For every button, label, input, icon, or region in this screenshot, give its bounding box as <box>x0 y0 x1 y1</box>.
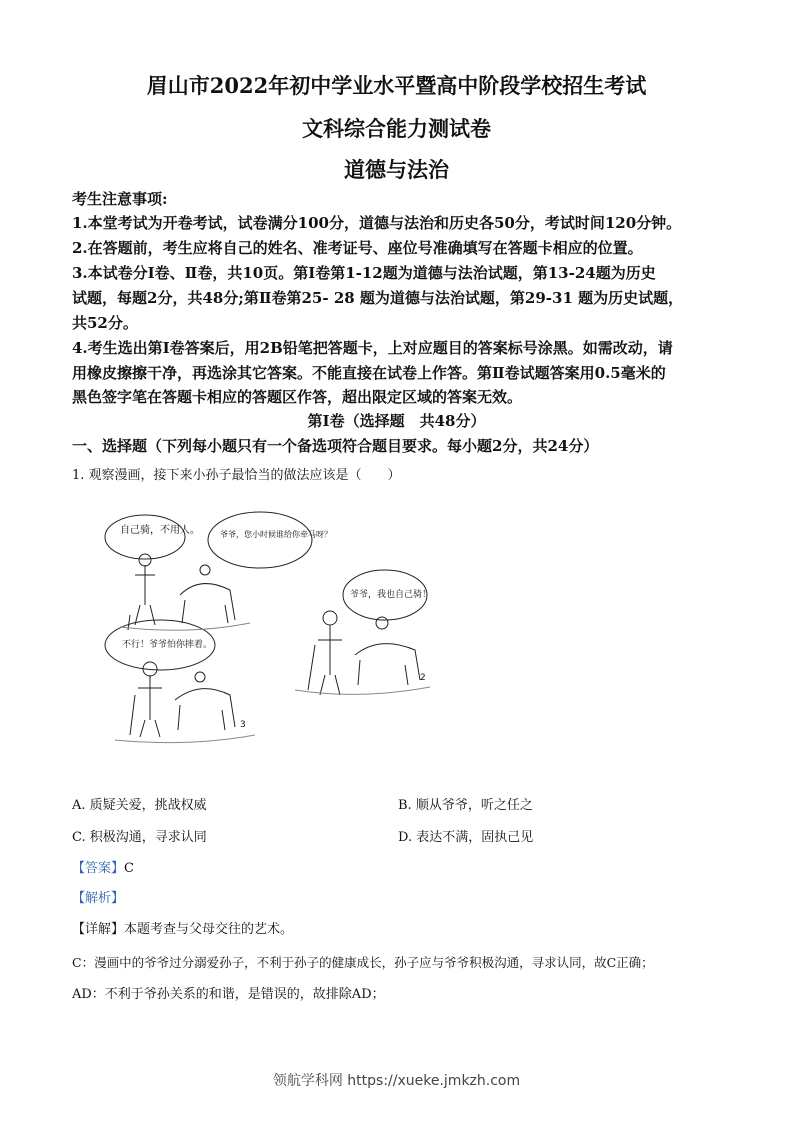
horse-figure <box>175 689 235 730</box>
notice-line: 用橡皮擦擦干净，再选涂其它答案。不能直接在试卷上作答。第Ⅱ卷试题答案用0.5毫米的 <box>72 364 666 382</box>
bubble-text: 爷爷，您小时候谁给你牵马呀？ <box>220 530 332 539</box>
grandpa-figure <box>138 675 162 737</box>
horse-figure <box>355 644 420 685</box>
notice-line: 1.本堂考试为开卷考试，试卷满分100分，道德与法治和历史各50分，考试时间120分钟。 <box>72 214 682 232</box>
answer-label: 【答案】 <box>72 861 125 876</box>
notice-heading: 考生注意事项: <box>72 190 168 208</box>
detail-text: 【详解】本题考查与父母交往的艺术。 <box>72 922 294 937</box>
explain-text: C：漫画中的爷爷过分溺爱孙子，不利于孙子的健康成长，孙子应与爷爷积极沟通，寻求认同，故C正确； <box>72 955 654 970</box>
explain-text: AD：不利于爷孙关系的和谐，是错误的，故排除AD； <box>72 987 385 1002</box>
comic-illustration <box>80 505 440 755</box>
bubble-text: 自己骑，不用人。 <box>120 525 200 536</box>
speech-bubble <box>105 515 185 559</box>
answer-value: C <box>124 861 134 876</box>
option-b: B. 顺从爷爷，听之任之 <box>398 798 533 813</box>
exam-title: 眉山市2022年初中学业水平暨高中阶段学校招生考试 <box>146 73 647 98</box>
grandpa-figure <box>318 625 342 695</box>
notice-line: 共52分。 <box>72 314 138 332</box>
option-c: C. 积极沟通，寻求认同 <box>72 830 207 845</box>
subject-title: 道德与法治 <box>344 157 449 182</box>
horse-figure <box>180 584 235 623</box>
exam-subtitle: 文科综合能力测试卷 <box>302 116 491 141</box>
panel-number: 3 <box>240 720 246 730</box>
bubble-text: 不行！爷爷怕你摔着。 <box>122 640 213 650</box>
bubble-text: 爷爷，我也自己骑！ <box>350 590 432 600</box>
answer-line <box>72 859 134 879</box>
option-a: A. 质疑关爱，挑战权威 <box>72 798 207 813</box>
part-heading: 一、选择题（下列每小题只有一个备选项符合题目要求。每小题2分，共24分） <box>72 437 599 455</box>
footer-watermark: 领航学科网 https://xueke.jmkzh.com <box>272 1073 521 1089</box>
notice-line: 黑色签字笔在答题卡相应的答题区作答，超出限定区域的答案无效。 <box>72 388 523 406</box>
notice-line: 2.在答题前，考生应将自己的姓名、准考证号、座位号准确填写在答题卡相应的位置。 <box>72 239 643 257</box>
option-d: D. 表达不满，固执己见 <box>398 830 534 845</box>
question-stem: 1. 观察漫画，接下来小孙子最恰当的做法应该是（ ） <box>72 468 401 483</box>
notice-line: 试题，每题2分，共48分;第Ⅱ卷第25- 28 题为道德与法治试题，第29-31 题为历史试题， <box>72 289 684 307</box>
analysis-label: 【解析】 <box>72 891 125 906</box>
notice-line: 3.本试卷分Ⅰ卷、Ⅱ卷，共10页。第Ⅰ卷第1-12题为道德与法治试题，第13-24题为历史 <box>72 264 656 282</box>
volume-heading: 第Ⅰ卷（选择题 共48分） <box>307 412 486 430</box>
speech-bubble <box>208 512 312 568</box>
grandpa-figure <box>135 565 155 625</box>
panel-number: 2 <box>420 673 426 683</box>
notice-line: 4.考生选出第Ⅰ卷答案后，用2B铅笔把答题卡，上对应题目的答案标号涂黑。如需改动，请 <box>72 339 673 357</box>
